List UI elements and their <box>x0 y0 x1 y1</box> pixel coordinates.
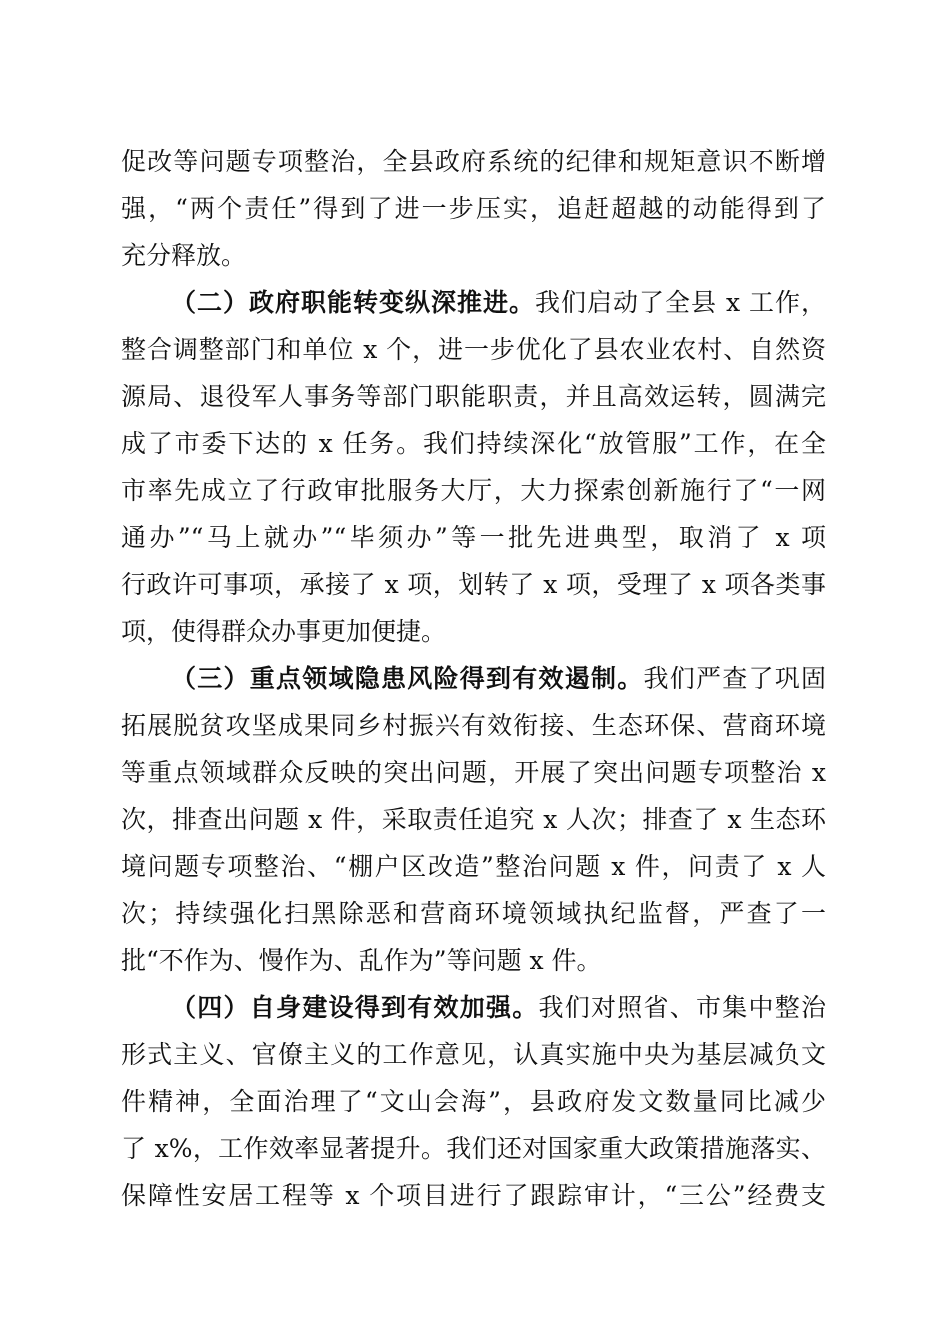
text-line: 次；持续强化扫黑除恶和营商环境领域执纪监督，严查了一 <box>121 899 826 928</box>
text-line: 源局、退役军人事务等部门职能职责，并且高效运转，圆满完 <box>121 382 826 411</box>
text-line: 保障性安居工程等 x 个项目进行了跟踪审计，“三公”经费支 <box>121 1181 826 1210</box>
section-heading: （四）自身建设得到有效加强。 <box>171 993 539 1022</box>
text-line: 形式主义、官僚主义的工作意见，认真实施中央为基层减负文 <box>121 1040 826 1069</box>
text-line: 整合调整部门和单位 x 个，进一步优化了县农业农村、自然资 <box>121 335 826 364</box>
text-line: 市率先成立了行政审批服务大厅，大力探索创新施行了“一网 <box>121 476 826 505</box>
text-run: 我们启动了全县 x 工作， <box>535 288 826 317</box>
text-line: 行政许可事项，承接了 x 项，划转了 x 项，受理了 x 项各类事 <box>121 570 826 599</box>
text-line: 等重点领域群众反映的突出问题，开展了突出问题专项整治 x <box>121 758 826 787</box>
text-line: 成了市委下达的 x 任务。我们持续深化“放管服”工作，在全 <box>121 429 826 458</box>
paragraph-first-line <box>171 989 826 1027</box>
text-line: 批“不作为、慢作为、乱作为”等问题 x 件。 <box>121 946 602 975</box>
text-run: 我们严查了巩固 <box>643 664 826 693</box>
text-line: 境问题专项整治、“棚户区改造”整治问题 x 件，问责了 x 人 <box>121 852 826 881</box>
text-line: 件精神，全面治理了“文山会海”，县政府发文数量同比减少 <box>121 1087 826 1116</box>
paragraph-first-line <box>171 660 826 698</box>
text-line: 强，“两个责任”得到了进一步压实，追赶超越的动能得到了 <box>121 194 826 223</box>
text-line: 项，使得群众办事更加便捷。 <box>121 617 447 646</box>
text-line: 拓展脱贫攻坚成果同乡村振兴有效衔接、生态环保、营商环境 <box>121 711 826 740</box>
text-line: 了 x%，工作效率显著提升。我们还对国家重大政策措施落实、 <box>121 1134 826 1163</box>
section-heading: （三）重点领域隐患风险得到有效遏制。 <box>171 664 644 693</box>
text-line: 通办”“马上就办”“毕须办”等一批先进典型，取消了 x 项 <box>121 523 826 552</box>
paragraph-first-line <box>171 284 826 322</box>
text-line: 促改等问题专项整治，全县政府系统的纪律和规矩意识不断增 <box>121 147 826 176</box>
text-run: 我们对照省、市集中整治 <box>538 993 826 1022</box>
text-line: 次，排查出问题 x 件，采取责任追究 x 人次；排查了 x 生态环 <box>121 805 826 834</box>
section-heading: （二）政府职能转变纵深推进。 <box>171 288 535 317</box>
text-line: 充分释放。 <box>121 241 247 270</box>
